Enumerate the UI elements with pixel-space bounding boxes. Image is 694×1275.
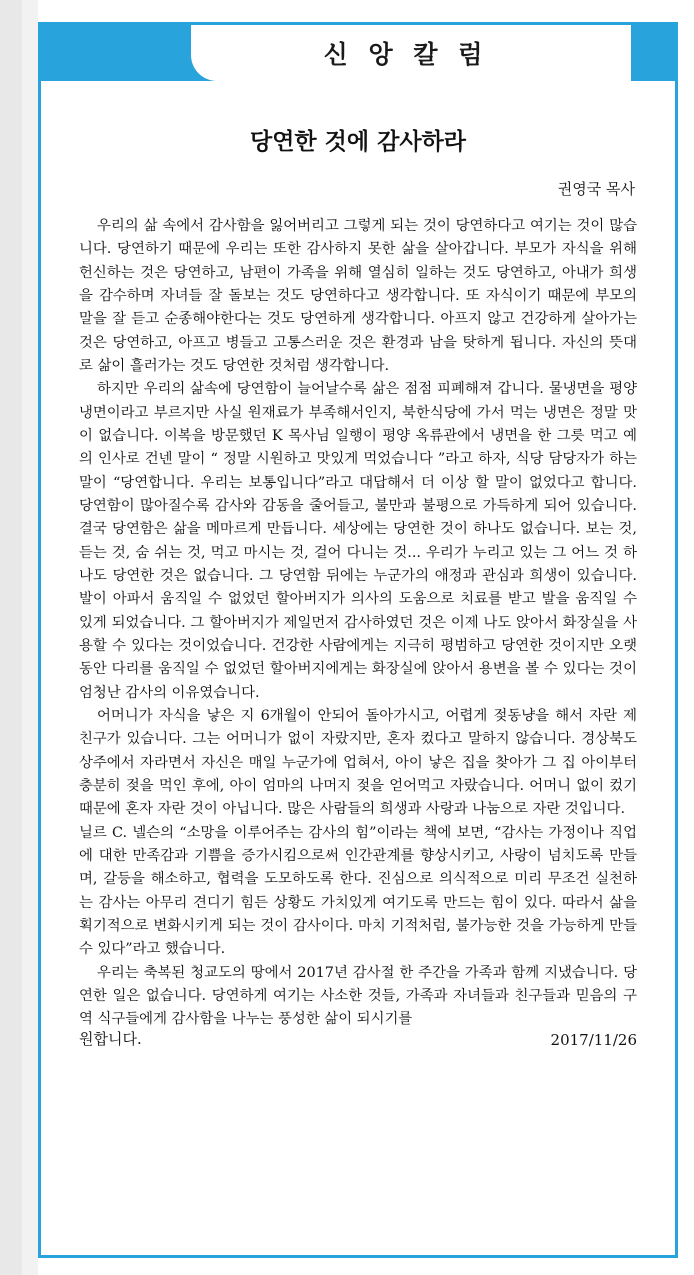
document-page — [38, 22, 678, 1258]
page-left-band — [0, 0, 22, 1275]
article-body — [79, 215, 637, 1031]
paragraph-4: 닐르 C. 넬슨의 “소망을 이루어주는 감사의 힘”이라는 책에 보면, “감사는 가정이나 직업에 대한 만족감과 기쁨을 증가시킴으로써 인간관계를 향상시키고, 사랑이 넘치도록 만들며, 갈등을 해소하고, 협력을 도모하도록 한다. 진심으로 의식적으로 미리 무조건 실천하는 감사는 아무리 견디기 힘든 상황도 가치있게 여기도록 만드는 힘이 있다. 따라서 삶을 획기적으로 변화시키게 되는 것이 감사이다. 마치 기적처럼, 불가능한 것을 가능하게 만들 수 있다”라고 했습니다. — [79, 824, 637, 958]
column-banner — [41, 25, 681, 87]
banner-title: 신 앙 칼 럼 — [323, 40, 489, 69]
paragraph-1: 우리의 삶 속에서 감사함을 잃어버리고 그렇게 되는 것이 당연하다고 여기는 것이 많습니다. 당연하기 때문에 우리는 또한 감사하지 못한 삶을 살아갑니다. 부모가 자식을 위해 헌신하는 것은 당연하고, 남편이 가족을 위해 열심히 일하는 것도 당연하고, 아내가 희생을 감수하며 자녀들 잘 돌보는 것도 당연하다고 생각합니다. 또 자식이기 때문에 부모의 말을 잘 듣고 순종해야한다는 것도 당연하게 생각합니다. 아프지 않고 건강하게 살아가는 것은 당연하고, 아프고 병들고 고통스러운 것은 환경과 남을 탓하게 됩니다. 자신의 뜻대로 삶이 흘러가는 것도 당연한 것처럼 생각합니다. — [79, 218, 637, 374]
closing-word: 원합니다. — [79, 1030, 142, 1049]
document-content — [41, 87, 675, 1049]
paragraph-5: 우리는 축복된 청교도의 땅에서 2017년 감사절 한 주간을 가족과 함께 지냈습니다. 당연한 일은 없습니다. 당연하게 여기는 사소한 것들, 가족과 자녀들과 친구들과 믿음의 구역 식구들에게 감사함을 나누는 풍성한 삶이 되시기를 — [79, 964, 637, 1028]
page-left-band-inner — [22, 0, 38, 1275]
page-title: 당연한 것에 감사하라 — [250, 128, 466, 155]
article-date — [79, 1031, 637, 1049]
date-value: 2017/11/26 — [550, 1031, 637, 1050]
article-author: 권영국 목사 — [557, 180, 635, 198]
paragraph-2: 하지만 우리의 삶속에 당연함이 늘어날수록 삶은 점점 피폐해져 갑니다. 물냉면을 평양 냉면이라고 부르지만 사실 원재료가 부족해서인지, 북한식당에 가서 먹는 냉면은 정말 맛이 없습니다. 이복을 방문했던 K 목사님 일행이 평양 옥류관에서 냉면을 한 그릇 먹고 예의 인사로 건넨 말이 “ 정말 시원하고 맛있게 먹었습니다 ”라고 하자, 식당 담당자가 하는 말이 “당연합니다. 우리는 보통입니다”라고 대답해서 더 이상 할 말이 없었다고 합니다. 당연함이 많아질수록 감사와 감동을 줄어들고, 불만과 불평으로 가득하게 되어 있습니다. 결국 당연함은 삶을 메마르게 만듭니다. 세상에는 당연한 것이 하나도 없습니다. 보는 것, 듣는 것, 숨 쉬는 것, 먹고 마시는 것, 걸어 다니는 것... 우리가 누리고 있는 그 어느 것 하나도 당연한 것은 없습니다. 그 당연함 뒤에는 누군가의 애정과 관심과 희생이 있습니다. 발이 아파서 움직일 수 없었던 할아버지가 의사의 도움으로 치료를 받고 발을 움직일 수 있게 되었습니다. 그 할아버지가 제일먼저 감사하였던 것은 이제 나도 앉아서 화장실을 사용할 수 있다는 것이었습니다. 건강한 사람에게는 지극히 평범하고 당연한 것이지만 오랫동안 다리를 움직일 수 없었던 할아버지에게는 화장실에 앉아서 용변을 볼 수 있다는 것이 엄청난 감사의 이유였습니다. — [79, 381, 637, 701]
paragraph-3: 어머니가 자식을 낳은 지 6개월이 안되어 돌아가시고, 어렵게 젖동냥을 해서 자란 제 친구가 있습니다. 그는 어머니가 없이 자랐지만, 혼자 컸다고 말하지 않습니다. 경상북도 상주에서 자라면서 자신은 매일 누군가에 업혀서, 아이 낳은 집을 찾아가 그 집 아이부터 충분히 젖을 먹인 후에, 아이 엄마의 나머지 젖을 얻어먹고 자랐습니다. 어머니 없이 컸기 때문에 혼자 자란 것이 아닙니다. 많은 사람들의 희생과 사랑과 나눔으로 자란 것입니다. — [79, 707, 637, 818]
